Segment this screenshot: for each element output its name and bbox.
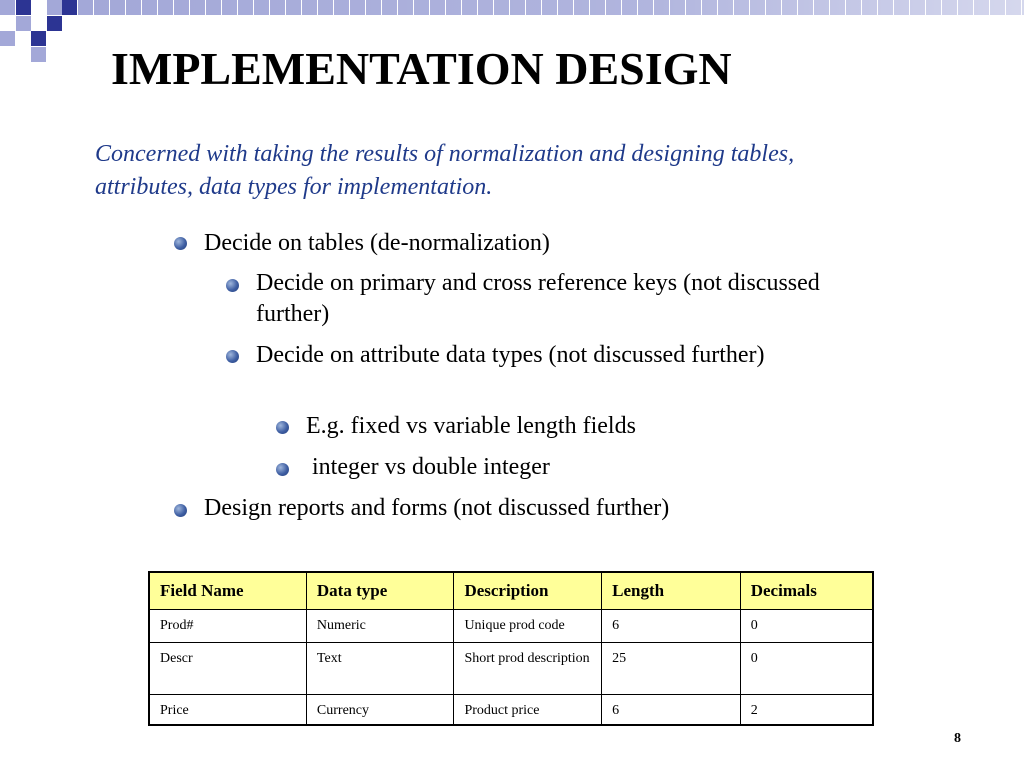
table-cell: Descr bbox=[149, 643, 306, 695]
table-cell: 6 bbox=[602, 610, 741, 643]
bullet-icon bbox=[276, 421, 289, 434]
bullet-item: Decide on tables (de-normalization) bbox=[204, 230, 550, 256]
table-cell: Numeric bbox=[306, 610, 454, 643]
decor-square bbox=[0, 0, 15, 15]
header-description: Description bbox=[454, 572, 602, 610]
bullet-item: Decide on attribute data types (not discussed further) bbox=[256, 342, 765, 368]
decor-square bbox=[31, 31, 46, 46]
table-cell: 6 bbox=[602, 695, 741, 726]
table-cell: 2 bbox=[740, 695, 873, 726]
table-cell: Text bbox=[306, 643, 454, 695]
header-data-type: Data type bbox=[306, 572, 454, 610]
table-cell: Currency bbox=[306, 695, 454, 726]
header-length: Length bbox=[602, 572, 741, 610]
page-number: 8 bbox=[954, 731, 961, 746]
header-decimals: Decimals bbox=[740, 572, 873, 610]
slide-subtitle: Concerned with taking the results of normalization and designing tables, attributes, data types for implementation. bbox=[95, 141, 795, 200]
header-field-name: Field Name bbox=[149, 572, 306, 610]
slide-title: IMPLEMENTATION DESIGN bbox=[111, 43, 732, 94]
table-cell: Prod# bbox=[149, 610, 306, 643]
table-cell: Unique prod code bbox=[454, 610, 602, 643]
decor-square bbox=[62, 0, 77, 15]
table-cell: 25 bbox=[602, 643, 741, 695]
table-header-row bbox=[149, 572, 873, 610]
table-cell: Product price bbox=[454, 695, 602, 726]
bullet-item: Decide on primary and cross reference keys (not discussed further) bbox=[256, 270, 820, 327]
table-cell: 0 bbox=[740, 610, 873, 643]
field-definition-table bbox=[148, 571, 874, 726]
decor-square bbox=[31, 47, 46, 62]
decor-square bbox=[16, 0, 31, 15]
bullet-item: E.g. fixed vs variable length fields bbox=[306, 413, 636, 439]
table-cell: Price bbox=[149, 695, 306, 726]
bullet-icon bbox=[276, 463, 289, 476]
bullet-icon bbox=[226, 279, 239, 292]
bullet-icon bbox=[226, 350, 239, 363]
bullet-icon bbox=[174, 504, 187, 517]
table-row bbox=[149, 695, 873, 726]
table-row bbox=[149, 643, 873, 695]
decor-square bbox=[47, 0, 62, 15]
table-row bbox=[149, 610, 873, 643]
bullet-icon bbox=[174, 237, 187, 250]
table-cell: Short prod description bbox=[454, 643, 602, 695]
table-cell: 0 bbox=[740, 643, 873, 695]
bullet-item: Design reports and forms (not discussed further) bbox=[204, 495, 670, 521]
header-grid-bar bbox=[78, 0, 1024, 15]
decor-square bbox=[47, 16, 62, 31]
bullet-item: integer vs double integer bbox=[306, 454, 550, 480]
decor-square bbox=[0, 31, 15, 46]
decor-square bbox=[16, 16, 31, 31]
